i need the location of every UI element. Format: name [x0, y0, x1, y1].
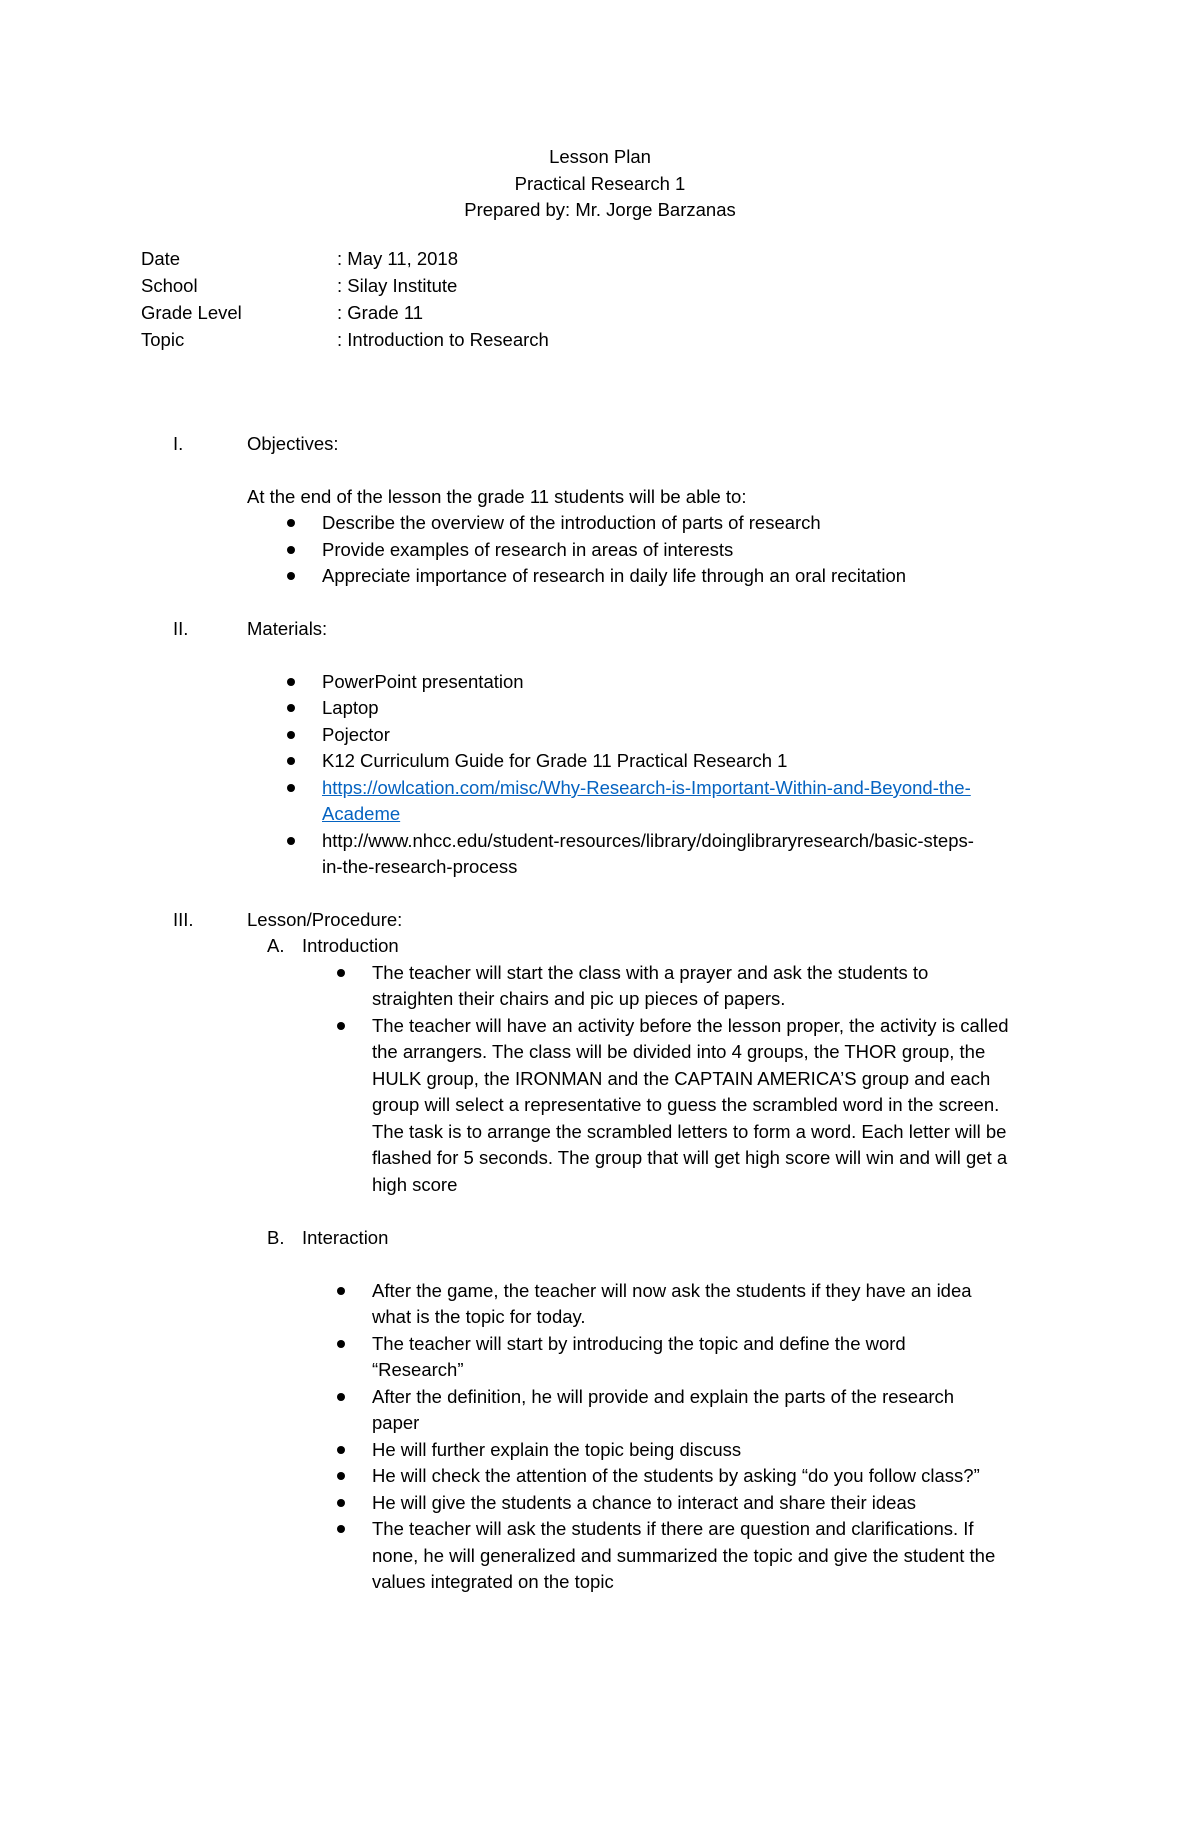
- bullet-icon: [337, 969, 345, 977]
- list-item-line: “Research”: [372, 1359, 464, 1380]
- list-item: Laptop: [322, 697, 379, 718]
- subsection-title: Introduction: [302, 935, 399, 956]
- resource-url-continued: in-the-research-process: [322, 856, 518, 877]
- subsection-letter: B.: [267, 1227, 285, 1248]
- list-item: Describe the overview of the introduction of parts of research: [322, 512, 821, 533]
- list-item-line: The teacher will start the class with a prayer and ask the students to: [372, 962, 929, 983]
- section-title: Lesson/Procedure:: [247, 909, 403, 930]
- info-value: : May 11, 2018: [337, 248, 459, 269]
- list-item-line: The task is to arrange the scrambled letters to form a word. Each letter will be: [372, 1121, 1007, 1142]
- info-value: : Introduction to Research: [337, 329, 549, 350]
- list-item-line: flashed for 5 seconds. The group that will get high score will win and will get a: [372, 1147, 1008, 1168]
- info-row-grade-level: [141, 299, 549, 326]
- list-item-line: paper: [372, 1412, 420, 1433]
- bullet-icon: [287, 572, 295, 580]
- list-item-line: He will check the attention of the students by asking “do you follow class?”: [372, 1465, 980, 1486]
- bullet-icon: [337, 1393, 345, 1401]
- list-item-line: The teacher will start by introducing the topic and define the word: [372, 1333, 906, 1354]
- list-item-line: He will give the students a chance to interact and share their ideas: [372, 1492, 917, 1513]
- bullet-icon: [287, 546, 295, 554]
- list-item-line: the arrangers. The class will be divided into 4 groups, the THOR group, the: [372, 1041, 986, 1062]
- bullet-icon: [287, 784, 295, 792]
- subject-line: Practical Research 1: [514, 172, 686, 194]
- list-item: Appreciate importance of research in daily life through an oral recitation: [322, 565, 907, 586]
- bullet-icon: [287, 731, 295, 739]
- objectives-intro: At the end of the lesson the grade 11 students will be able to:: [247, 486, 747, 507]
- bullet-icon: [287, 678, 295, 686]
- list-item: Pojector: [322, 724, 390, 745]
- list-item-line: high score: [372, 1174, 458, 1195]
- list-item-line: After the game, the teacher will now ask the students if they have an idea: [372, 1280, 972, 1301]
- bullet-icon: [337, 1499, 345, 1507]
- info-value: : Silay Institute: [337, 275, 458, 296]
- resource-url: http://www.nhcc.edu/student-resources/library/doinglibraryresearch/basic-steps-: [322, 830, 974, 851]
- bullet-icon: [337, 1287, 345, 1295]
- list-item-line: values integrated on the topic: [372, 1571, 614, 1592]
- resource-link[interactable]: [322, 775, 971, 802]
- document-header: [0, 144, 1200, 224]
- section-title: Materials:: [247, 618, 328, 639]
- info-label: Topic: [141, 329, 185, 350]
- info-label: School: [141, 275, 198, 296]
- subsection-letter: A.: [267, 935, 285, 956]
- info-row-school: [141, 272, 549, 299]
- list-item-line: straighten their chairs and pic up pieces of papers.: [372, 988, 786, 1009]
- bullet-icon: [337, 1340, 345, 1348]
- list-item-line: After the definition, he will provide and explain the parts of the research: [372, 1386, 955, 1407]
- list-item-line: The teacher will have an activity before the lesson proper, the activity is called: [372, 1015, 1009, 1036]
- list-item-line: HULK group, the IRONMAN and the CAPTAIN AMERICA’S group and each: [372, 1068, 991, 1089]
- list-item: K12 Curriculum Guide for Grade 11 Practical Research 1: [322, 750, 788, 771]
- section-title: Objectives:: [247, 433, 339, 454]
- info-value: : Grade 11: [337, 302, 424, 323]
- list-item: Provide examples of research in areas of interests: [322, 539, 734, 560]
- prepared-by-line: Prepared by: Mr. Jorge Barzanas: [464, 199, 736, 220]
- bullet-icon: [337, 1446, 345, 1454]
- document-title: Lesson Plan: [549, 146, 651, 167]
- list-item-line: what is the topic for today.: [372, 1306, 586, 1327]
- section-numeral: II.: [173, 618, 189, 639]
- link-text-line: https://owlcation.com/misc/Why-Research-is-Important-Within-and-Beyond-the-: [322, 777, 971, 798]
- bullet-icon: [337, 1525, 345, 1533]
- info-row-date: [141, 245, 549, 272]
- info-row-topic: [141, 326, 549, 353]
- section-numeral: III.: [173, 909, 194, 930]
- list-item-line: The teacher will ask the students if there are question and clarifications. If: [372, 1518, 974, 1539]
- info-label: Date: [141, 248, 181, 269]
- bullet-icon: [287, 757, 295, 765]
- info-label: Grade Level: [141, 302, 242, 323]
- bullet-icon: [287, 704, 295, 712]
- list-item-line: group will select a representative to guess the scrambled word in the screen.: [372, 1094, 1000, 1115]
- lesson-info: [141, 245, 549, 353]
- bullet-icon: [287, 837, 295, 845]
- section-numeral: I.: [173, 433, 184, 454]
- list-item-line: none, he will generalized and summarized the topic and give the student the: [372, 1545, 996, 1566]
- link-text-line: Academe: [322, 803, 401, 824]
- list-item: PowerPoint presentation: [322, 671, 524, 692]
- bullet-icon: [337, 1472, 345, 1480]
- subsection-title: Interaction: [302, 1227, 389, 1248]
- resource-link-continued[interactable]: [322, 801, 400, 828]
- bullet-icon: [337, 1022, 345, 1030]
- list-item-line: He will further explain the topic being discuss: [372, 1439, 742, 1460]
- bullet-icon: [287, 519, 295, 527]
